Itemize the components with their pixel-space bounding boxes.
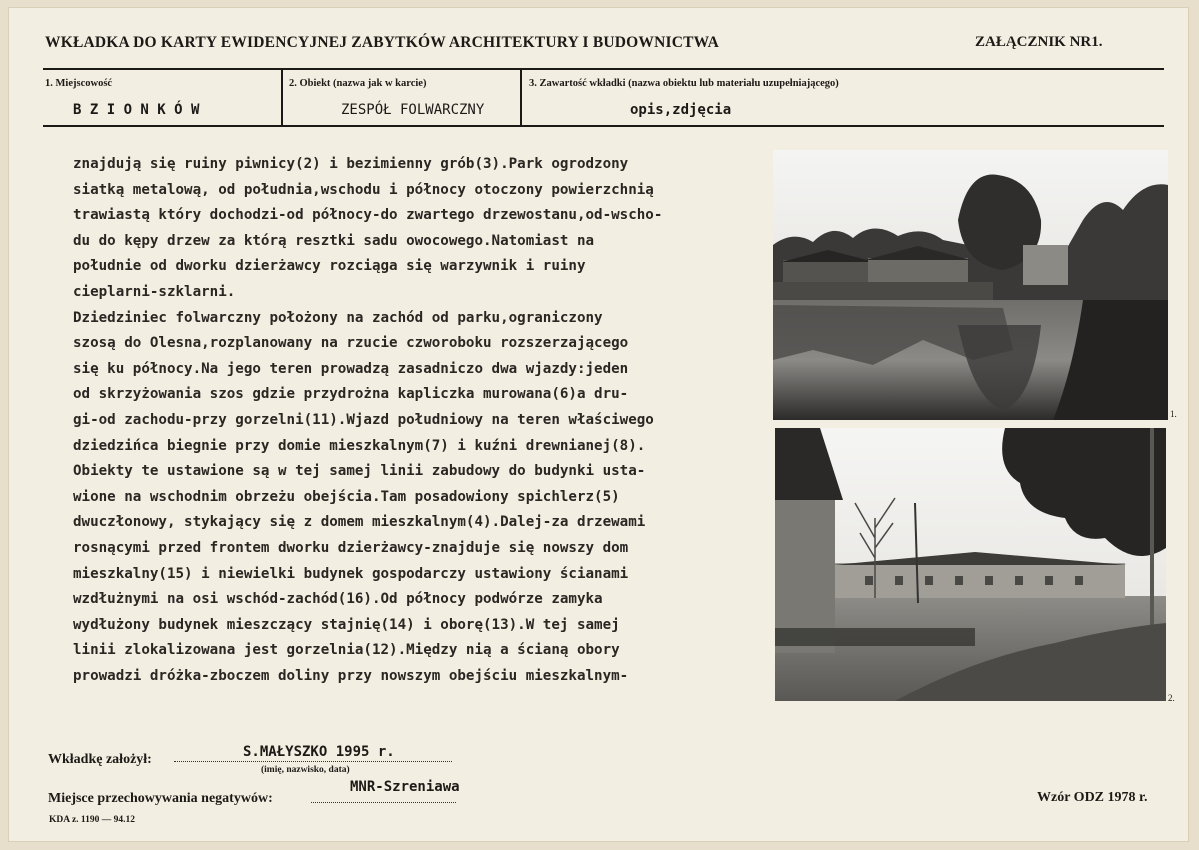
text-line: południe od dworku dzierżawcy rozciąga się warzywnik i ruiny — [73, 258, 586, 275]
negatives-storage-line — [311, 802, 456, 803]
text-line: Dziedziniec folwarczny położony na zachód od parku,ograniczony — [73, 309, 603, 326]
photo-pond — [773, 150, 1168, 420]
form-title: WKŁADKA DO KARTY EWIDENCYJNEJ ZABYTKÓW ARCHITEKTURY I BUDOWNICTWA — [45, 34, 720, 51]
field-object-value: ZESPÓŁ FOLWARCZNY — [341, 102, 485, 118]
field-content-label: 3. Zawartość wkładki (nazwa obiektu lub materiału uzupełniającego) — [529, 78, 839, 89]
text-line: prowadzi dróżka-zboczem doliny przy nowszym obejściu mieszkalnym- — [73, 667, 629, 684]
text-line: cieplarni-szklarni. — [73, 283, 236, 300]
field-object-label: 2. Obiekt (nazwa jak w karcie) — [289, 78, 427, 89]
table-divider-2 — [520, 68, 522, 127]
photo-1-number: 1. — [1170, 409, 1177, 419]
text-line: Obiekty te ustawione są w tej samej linii zabudowy do budynki usta- — [73, 463, 646, 480]
text-line: od skrzyżowania szos gdzie przydrożna kapliczka murowana(6)a dru- — [73, 386, 629, 403]
insert-author-line — [174, 761, 452, 762]
table-top-rule — [43, 68, 1164, 70]
text-line: dziedzińca biegnie przy domie mieszkalnym(7) i kuźni drewnianej(8). — [73, 437, 646, 454]
text-line: mieszkalny(15) i niewielki budynek gospodarczy ustawiony ścianami — [73, 565, 629, 582]
text-line: rosnącymi przed frontem dworku dzierżawcy-znajduje się nowszy dom — [73, 539, 629, 556]
negatives-storage-value: MNR-Szreniawa — [350, 779, 460, 795]
text-line: szosą do Olesna,rozplanowany na rzucie czworoboku rozszerzającego — [73, 335, 629, 352]
photo-2-number: 2. — [1168, 693, 1175, 703]
field-content-value: opis,zdjęcia — [630, 102, 732, 118]
text-line: linii zlokalizowana jest gorzelnia(12).Między nią a ścianą obory — [73, 642, 620, 659]
text-line: gi-od zachodu-przy gorzelni(11).Wjazd południowy na teren właściwego — [73, 411, 654, 428]
text-line: wzdłużnymi na osi wschód-zachód(16).Od północy podwórze zamyka — [73, 591, 603, 608]
table-bottom-rule — [43, 125, 1164, 127]
text-line: dwuczłonowy, stykający się z domem mieszkalnym(4).Dalej-za drzewami — [73, 514, 646, 531]
text-line: się ku północy.Na jego teren prowadzą zasadniczo dwa wjazdy:jeden — [73, 360, 629, 377]
text-line: wione na wschodnim obrzeżu obejścia.Tam posadowiony spichlerz(5) — [73, 488, 620, 505]
insert-author-value: S.MAŁYSZKO 1995 r. — [243, 744, 395, 760]
text-line: wydłużony budynek mieszczący stajnię(14) i oborę(13).W tej samej — [73, 616, 620, 633]
text-line: trawiastą który dochodzi-od północy-do zwartego drzewostanu,od-wscho- — [73, 207, 663, 224]
text-line: du do kępy drzew za którą resztki sadu owocowego.Natomiast na — [73, 232, 595, 249]
annex-number: ZAŁĄCZNIK NR1. — [975, 34, 1103, 50]
record-sheet — [8, 7, 1189, 842]
photo-farmyard — [775, 428, 1166, 701]
insert-author-caption: (imię, nazwisko, data) — [261, 765, 350, 775]
table-divider-1 — [281, 68, 283, 127]
negatives-storage-label: Miejsce przechowywania negatywów: — [48, 791, 273, 806]
description-text — [73, 152, 773, 689]
field-locality-value: B Z I O N K Ó W — [73, 102, 200, 118]
field-locality-label: 1. Miejscowość — [45, 78, 113, 89]
insert-author-label: Wkładkę założył: — [48, 752, 152, 767]
form-code: KDA z. 1190 — 94.12 — [49, 815, 136, 825]
text-line: siatką metalową, od południa,wschodu i północy otoczony powierzchnią — [73, 181, 654, 198]
pattern-label: Wzór ODZ 1978 r. — [1037, 790, 1148, 805]
text-line: znajdują się ruiny piwnicy(2) i bezimienny grób(3).Park ogrodzony — [73, 156, 629, 172]
